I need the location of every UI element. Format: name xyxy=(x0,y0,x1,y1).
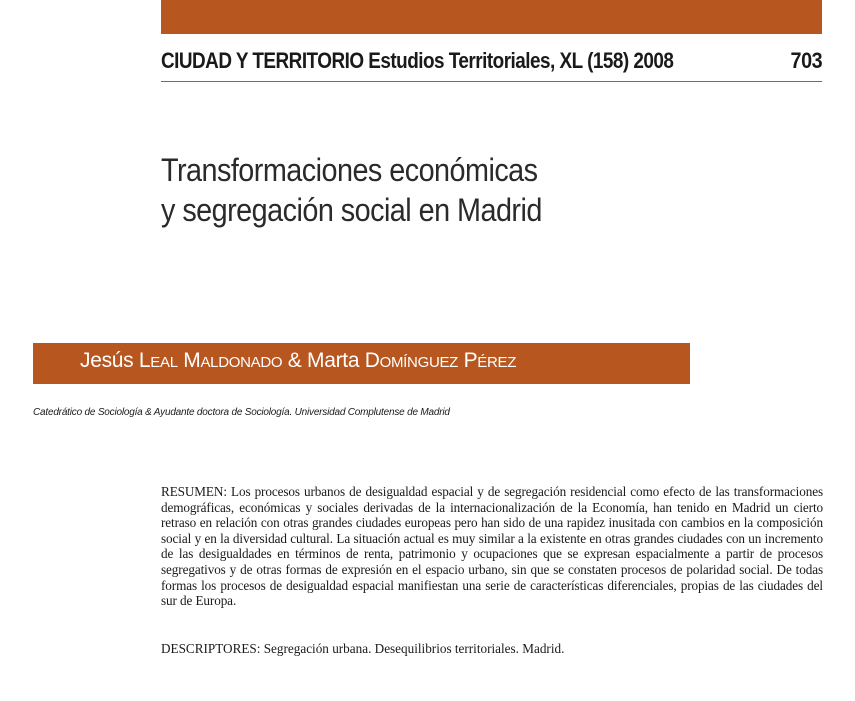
abstract xyxy=(161,484,823,609)
author-1-surname: Leal Maldonado xyxy=(138,349,283,372)
top-color-band xyxy=(161,0,822,34)
article-title xyxy=(161,150,681,230)
abstract-text: Los procesos urbanos de desigualdad espacial y de segregación residencial como efecto de las transformaciones demográficas, económicas y sociales derivadas de la internacionalización de la Economía, han tenido en Madrid un cierto retraso en relación con otras grandes ciudades europeas pero han sido de una rapidez inusitada con cambios en la composición social y en la diversidad cultural. La situación actual es muy similar a la existente en otras grandes ciudades con un incremento de las desigualdades en términos de renta, patrimonio y ocupaciones que se expresan espacialmente a partir de procesos segregativos y de otras formas de expresión en el espacio urbano, sin que se constaten procesos de polaridad social. De todas formas los procesos de desigualdad espacial manifiestan una serie de características diferenciales, propias de las ciudades del sur de Europa. xyxy=(161,484,823,609)
author-2-surname: Domínguez Pérez xyxy=(364,349,517,372)
title-line-1: Transformaciones económicas xyxy=(161,152,538,188)
title-line-2: y segregación social en Madrid xyxy=(161,192,542,228)
author-names xyxy=(80,349,516,373)
page-number: 703 xyxy=(790,48,822,73)
author-bar xyxy=(33,343,690,384)
keywords-label: DESCRIPTORES: xyxy=(161,641,261,656)
abstract-label: RESUMEN: xyxy=(161,484,227,499)
running-header xyxy=(161,48,822,82)
author-affiliation: Catedrático de Sociología & Ayudante doctora de Sociología. Universidad Complutense de Madrid xyxy=(33,407,450,418)
author-1-first-name: Jesús xyxy=(80,349,139,372)
journal-citation: CIUDAD Y TERRITORIO Estudios Territoriales, XL (158) 2008 xyxy=(161,48,674,73)
author-2-first-name: Marta xyxy=(307,349,365,372)
author-separator: & xyxy=(282,349,308,372)
keywords-text: Segregación urbana. Desequilibrios territoriales. Madrid. xyxy=(260,641,565,656)
keywords xyxy=(161,641,823,657)
